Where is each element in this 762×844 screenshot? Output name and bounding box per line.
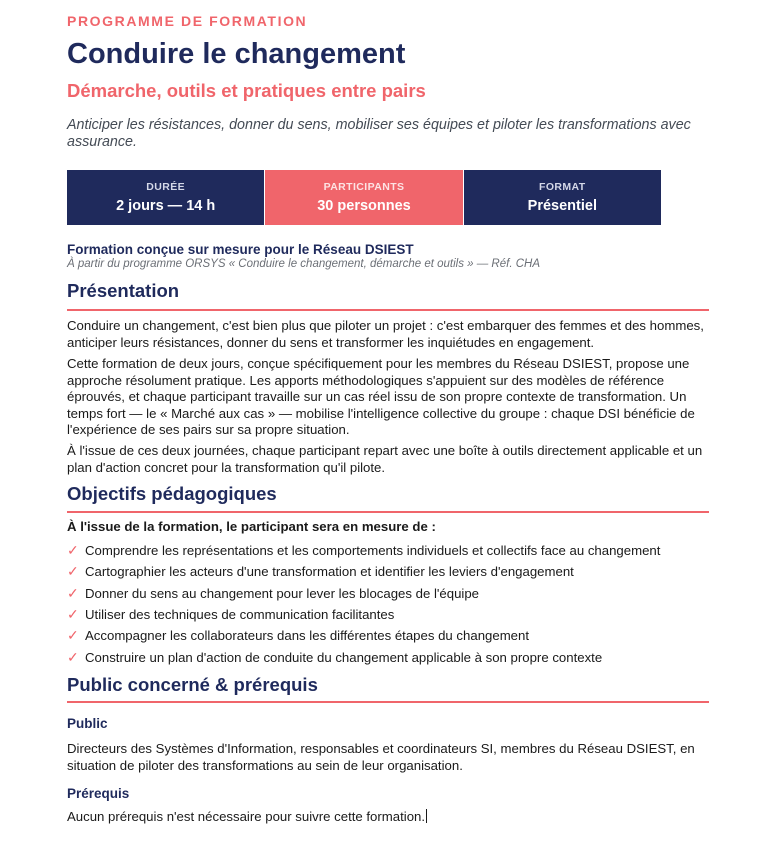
check-icon: ✓ <box>67 584 79 601</box>
tagline: Anticiper les résistances, donner du sens, mobiliser ses équipes et piloter les transformations avec assurance. <box>67 117 691 150</box>
check-icon: ✓ <box>67 606 79 623</box>
fact-participants <box>264 170 463 225</box>
section-divider <box>67 309 709 311</box>
objective-item <box>67 540 660 561</box>
fact-duration <box>67 170 264 225</box>
check-icon: ✓ <box>67 648 79 665</box>
fact-label: FORMAT <box>539 181 586 193</box>
page-subtitle: Démarche, outils et pratiques entre pairs <box>67 80 426 101</box>
objective-text: Utiliser des techniques de communication facilitantes <box>85 607 395 623</box>
section-heading-audience: Public concerné & prérequis <box>67 674 318 695</box>
section-heading-presentation: Présentation <box>67 280 180 301</box>
presentation-paragraph: Conduire un changement, c'est bien plus que piloter un projet : c'est embarquer des femmes et des hommes, anticiper leurs résistances, donner du sens et transformer les inquiétudes en engagement. <box>67 318 704 350</box>
objective-text: Accompagner les collaborateurs dans les différentes étapes du changement <box>85 628 530 644</box>
origin-title: Formation conçue sur mesure pour le Réseau DSIEST <box>67 242 414 257</box>
check-icon: ✓ <box>67 542 79 559</box>
prereq-text: Aucun prérequis n'est nécessaire pour suivre cette formation. <box>67 809 426 824</box>
fact-label: DURÉE <box>146 181 186 193</box>
objective-item <box>67 561 660 582</box>
objective-item <box>67 646 660 667</box>
objective-item <box>67 604 660 625</box>
text-cursor <box>426 809 427 823</box>
program-eyebrow: PROGRAMME DE FORMATION <box>67 13 308 29</box>
objective-text: Comprendre les représentations et les comportements individuels et collectifs face au changement <box>85 543 661 559</box>
fact-value: 2 jours — 14 h <box>116 198 216 214</box>
prereq-heading: Prérequis <box>67 786 130 801</box>
objectives-intro: À l'issue de la formation, le participant sera en mesure de : <box>67 519 436 534</box>
presentation-paragraph: À l'issue de ces deux journées, chaque participant repart avec une boîte à outils directement applicable et un plan d'action concret pour la transformation qu'il pilote. <box>67 443 703 475</box>
origin-note: À partir du programme ORSYS « Conduire le changement, démarche et outils » — Réf. CHA <box>67 258 540 270</box>
objective-text: Donner du sens au changement pour lever les blocages de l'équipe <box>85 585 480 601</box>
objectives-list <box>67 540 660 668</box>
section-heading-objectives: Objectifs pédagogiques <box>67 483 277 504</box>
check-icon: ✓ <box>67 627 79 644</box>
presentation-paragraph: Cette formation de deux jours, conçue spécifiquement pour les membres du Réseau DSIEST, propose une approche résolument pratique. Les apports méthodologiques s'appuient sur des modèles de référence éprouvés, et chaque participant travaille sur un cas réel issu de son propre contexte de transformation. Un temps fort — le « Marché aux cas » — mobilise l'intelligence collective du groupe : chaque DSI bénéficie de l'expérience de ses pairs sur sa propre situation. <box>67 356 695 437</box>
objective-text: Construire un plan d'action de conduite du changement applicable à son propre contexte <box>85 649 603 665</box>
section-divider <box>67 511 709 513</box>
check-icon: ✓ <box>67 563 79 580</box>
objective-text: Cartographier les acteurs d'une transformation et identifier les leviers d'engagement <box>85 564 574 580</box>
prereq-line <box>67 809 707 826</box>
fact-value: 30 personnes <box>317 198 411 214</box>
fact-value: Présentiel <box>527 198 597 214</box>
objective-item <box>67 583 660 604</box>
public-heading: Public <box>67 716 108 731</box>
key-facts-bar <box>67 170 661 225</box>
public-text: Directeurs des Systèmes d'Information, responsables et coordinateurs SI, membres du Réseau DSIEST, en situation de piloter des transformations au sein de leur organisation. <box>67 741 695 773</box>
objective-item <box>67 625 660 646</box>
fact-label: PARTICIPANTS <box>323 181 405 193</box>
page-title: Conduire le changement <box>67 38 406 70</box>
fact-format <box>464 170 661 225</box>
section-divider <box>67 701 709 703</box>
